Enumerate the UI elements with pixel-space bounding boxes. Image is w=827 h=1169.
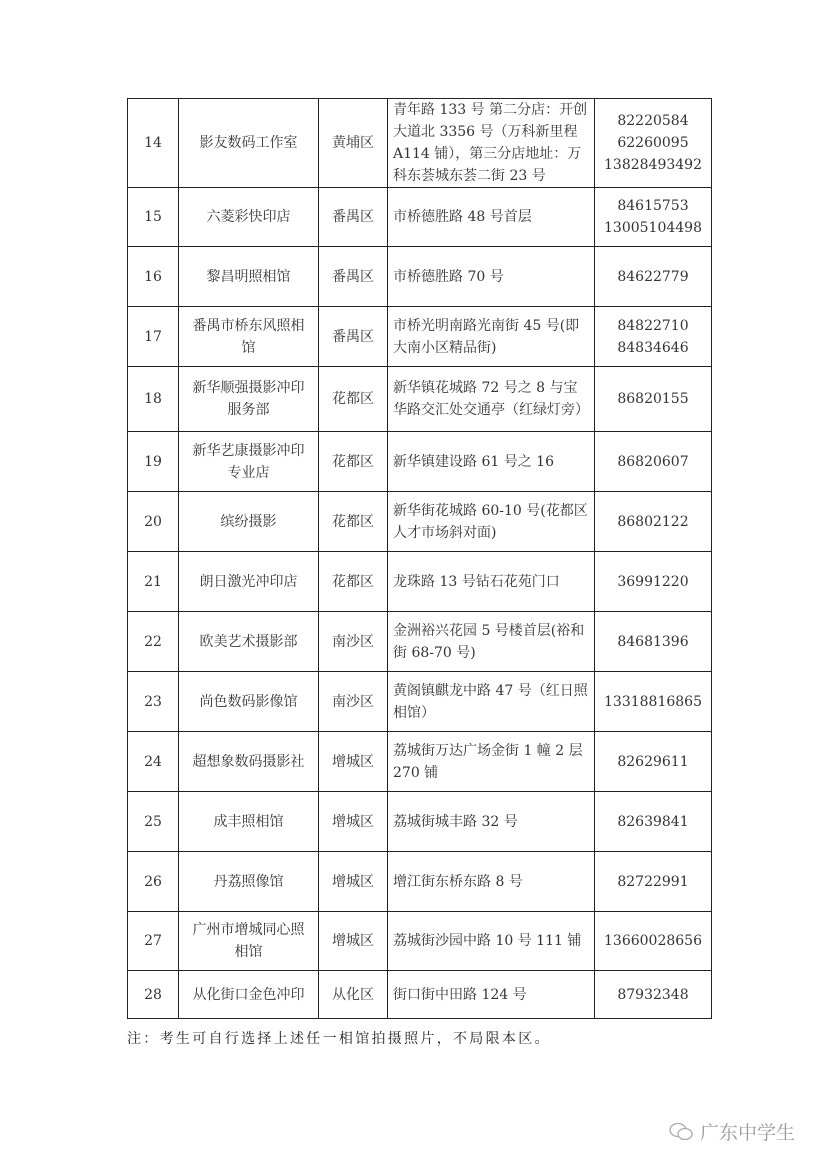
studio-name-text: 尚色数码影像馆 — [199, 693, 298, 710]
phone-number: 13318816865 — [604, 693, 702, 710]
address — [388, 367, 595, 432]
phone-number: 84622779 — [617, 268, 689, 285]
address — [388, 247, 595, 307]
phone-number: 87932348 — [617, 986, 689, 1003]
studio-name-text: 成丰照相馆 — [213, 813, 284, 830]
address — [388, 552, 595, 612]
watermark — [668, 1118, 795, 1145]
address-text: 荔城街沙园中路 10 号 111 铺 — [393, 933, 582, 949]
address-text: 青年路 133 号 第二分店：开创大道北 3356 号（万科新里程 A114 铺），第三分店地址：万科东荟城东荟二街 23 号 — [393, 102, 588, 184]
row-number — [128, 99, 179, 188]
address — [388, 852, 595, 912]
phone — [595, 247, 712, 307]
address-text: 荔城街万达广场金街 1 幢 2 层 270 铺 — [393, 742, 583, 781]
address-text: 市桥德胜路 48 号首层 — [393, 209, 532, 225]
district — [319, 99, 388, 188]
studio-name — [179, 247, 319, 307]
district-text: 从化区 — [332, 986, 374, 1003]
studio-name — [179, 367, 319, 432]
address-text: 新华街花城路 60-10 号(花都区人才市场斜对面) — [393, 502, 588, 541]
row-number — [128, 247, 179, 307]
phone — [595, 552, 712, 612]
row-number-text: 15 — [144, 209, 162, 225]
table-row — [128, 492, 712, 552]
phone-number: 84681396 — [617, 633, 689, 650]
phone-number: 86820607 — [617, 453, 689, 470]
phone — [595, 432, 712, 492]
address-text: 街口街中田路 124 号 — [393, 986, 527, 1003]
table-row — [128, 432, 712, 492]
phone-number: 82722991 — [617, 873, 689, 890]
phone-number: 13005104498 — [604, 220, 702, 236]
phone-number: 13660028656 — [604, 933, 702, 949]
studio-name-text: 黎昌明照相馆 — [206, 268, 291, 285]
studio-name — [179, 552, 319, 612]
district-text: 增城区 — [332, 813, 374, 830]
address-text: 新华镇建设路 61 号之 16 — [393, 453, 554, 470]
table-row — [128, 99, 712, 188]
address — [388, 307, 595, 367]
studio-name-text: 影友数码工作室 — [199, 135, 298, 151]
row-number — [128, 492, 179, 552]
phone — [595, 188, 712, 247]
district-text: 增城区 — [332, 873, 374, 890]
studio-name — [179, 732, 319, 792]
phone-number: 86802122 — [617, 513, 689, 530]
address — [388, 612, 595, 672]
studio-name — [179, 432, 319, 492]
address-text: 龙珠路 13 号钻石花苑门口 — [393, 573, 560, 590]
wechat-icon — [668, 1122, 694, 1142]
table-row — [128, 792, 712, 852]
photo-studio-table — [127, 98, 712, 1019]
studio-name — [179, 971, 319, 1019]
footnote: 注：考生可自行选择上述任一相馆拍摄照片，不局限本区。 — [127, 1031, 551, 1047]
phone-number: 82220584 — [617, 113, 689, 129]
studio-name-text: 朗日激光冲印店 — [199, 573, 298, 590]
phone — [595, 612, 712, 672]
studio-name-text: 超想象数码摄影社 — [192, 753, 305, 770]
phone — [595, 367, 712, 432]
district — [319, 188, 388, 247]
studio-name-text: 新华艺康摄影冲印专业店 — [192, 442, 305, 481]
studio-name — [179, 792, 319, 852]
phone-number: 82639841 — [617, 813, 689, 830]
row-number — [128, 188, 179, 247]
phone-number: 84834646 — [617, 339, 689, 356]
district — [319, 247, 388, 307]
studio-name-text: 从化街口金色冲印 — [192, 986, 305, 1003]
row-number — [128, 612, 179, 672]
address — [388, 732, 595, 792]
row-number — [128, 432, 179, 492]
row-number — [128, 912, 179, 971]
district — [319, 432, 388, 492]
district-text: 黄埔区 — [332, 135, 374, 151]
district-text: 花都区 — [332, 573, 374, 590]
row-number-text: 14 — [144, 135, 162, 151]
row-number-text: 27 — [144, 933, 162, 949]
phone-number: 84822710 — [617, 317, 689, 334]
table-row — [128, 612, 712, 672]
district-text: 花都区 — [332, 453, 374, 470]
phone — [595, 792, 712, 852]
district — [319, 732, 388, 792]
studio-name — [179, 99, 319, 188]
row-number-text: 16 — [144, 268, 162, 285]
phone — [595, 971, 712, 1019]
address-text: 荔城街城丰路 32 号 — [393, 813, 518, 830]
row-number — [128, 732, 179, 792]
address-text: 新华镇花城路 72 号之 8 与宝华路交汇处交通亭（红绿灯旁） — [393, 380, 589, 418]
row-number-text: 24 — [144, 753, 162, 770]
address — [388, 971, 595, 1019]
studio-name-text: 新华顺强摄影冲印服务部 — [192, 380, 305, 418]
district-text: 番禺区 — [332, 268, 374, 285]
row-number-text: 23 — [144, 693, 162, 710]
address — [388, 99, 595, 188]
table-row — [128, 247, 712, 307]
row-number — [128, 971, 179, 1019]
district — [319, 552, 388, 612]
district — [319, 852, 388, 912]
studio-name-text: 六菱彩快印店 — [206, 209, 291, 225]
phone-number: 13828493492 — [604, 157, 702, 173]
district-text: 南沙区 — [332, 693, 374, 710]
address — [388, 432, 595, 492]
address-text: 市桥德胜路 70 号 — [393, 268, 504, 285]
district — [319, 612, 388, 672]
table-row — [128, 732, 712, 792]
address-text: 金洲裕兴花园 5 号楼首层(裕和街 68-70 号) — [393, 622, 585, 661]
address-text: 增江街东桥东路 8 号 — [393, 873, 523, 890]
district-text: 番禺区 — [332, 328, 374, 345]
row-number-text: 25 — [144, 813, 162, 830]
row-number-text: 18 — [144, 391, 162, 407]
phone — [595, 99, 712, 188]
district-text: 花都区 — [332, 513, 374, 530]
address — [388, 912, 595, 971]
row-number-text: 17 — [144, 328, 162, 345]
table-row — [128, 552, 712, 612]
district — [319, 912, 388, 971]
table-row — [128, 912, 712, 971]
row-number-text: 28 — [144, 986, 162, 1003]
row-number-text: 19 — [144, 453, 162, 470]
phone — [595, 307, 712, 367]
row-number-text: 21 — [144, 573, 162, 590]
phone-number: 86820155 — [617, 391, 689, 407]
phone-number: 84615753 — [617, 198, 689, 214]
table-row — [128, 852, 712, 912]
table-row — [128, 672, 712, 732]
studio-name — [179, 912, 319, 971]
row-number — [128, 792, 179, 852]
district-text: 增城区 — [332, 933, 374, 949]
district-text: 花都区 — [332, 391, 374, 407]
studio-name-text: 缤纷摄影 — [220, 513, 277, 530]
row-number — [128, 307, 179, 367]
studio-name — [179, 612, 319, 672]
district-text: 番禺区 — [332, 209, 374, 225]
row-number-text: 26 — [144, 873, 162, 890]
studio-name — [179, 307, 319, 367]
studio-name — [179, 852, 319, 912]
district — [319, 367, 388, 432]
address — [388, 672, 595, 732]
studio-name-text: 番禺市桥东风照相馆 — [192, 317, 305, 356]
studio-name-text: 丹荔照像馆 — [213, 873, 284, 890]
district — [319, 971, 388, 1019]
table-row — [128, 367, 712, 432]
phone-number: 62260095 — [617, 135, 689, 151]
row-number — [128, 672, 179, 732]
district-text: 增城区 — [332, 753, 374, 770]
district — [319, 792, 388, 852]
phone-number: 36991220 — [617, 573, 689, 590]
address — [388, 492, 595, 552]
row-number — [128, 367, 179, 432]
address — [388, 188, 595, 247]
row-number-text: 22 — [144, 633, 162, 650]
district-text: 南沙区 — [332, 633, 374, 650]
district — [319, 492, 388, 552]
studio-name — [179, 492, 319, 552]
studio-name-text: 欧美艺术摄影部 — [199, 633, 298, 650]
address-text: 黄阁镇麒龙中路 47 号（红日照相馆） — [393, 682, 588, 721]
phone-number: 82629611 — [617, 753, 689, 770]
phone — [595, 912, 712, 971]
watermark-text: 广东中学生 — [700, 1122, 796, 1144]
table-row — [128, 971, 712, 1019]
address — [388, 792, 595, 852]
table-row — [128, 188, 712, 247]
district — [319, 672, 388, 732]
row-number — [128, 852, 179, 912]
row-number-text: 20 — [144, 513, 162, 530]
phone — [595, 732, 712, 792]
phone — [595, 492, 712, 552]
studio-name-text: 广州市增城同心照相馆 — [192, 922, 305, 960]
address-text: 市桥光明南路光南街 45 号(即大南小区精品街) — [393, 317, 580, 356]
district — [319, 307, 388, 367]
row-number — [128, 552, 179, 612]
phone — [595, 672, 712, 732]
phone — [595, 852, 712, 912]
table-row — [128, 307, 712, 367]
studio-name — [179, 672, 319, 732]
studio-name — [179, 188, 319, 247]
